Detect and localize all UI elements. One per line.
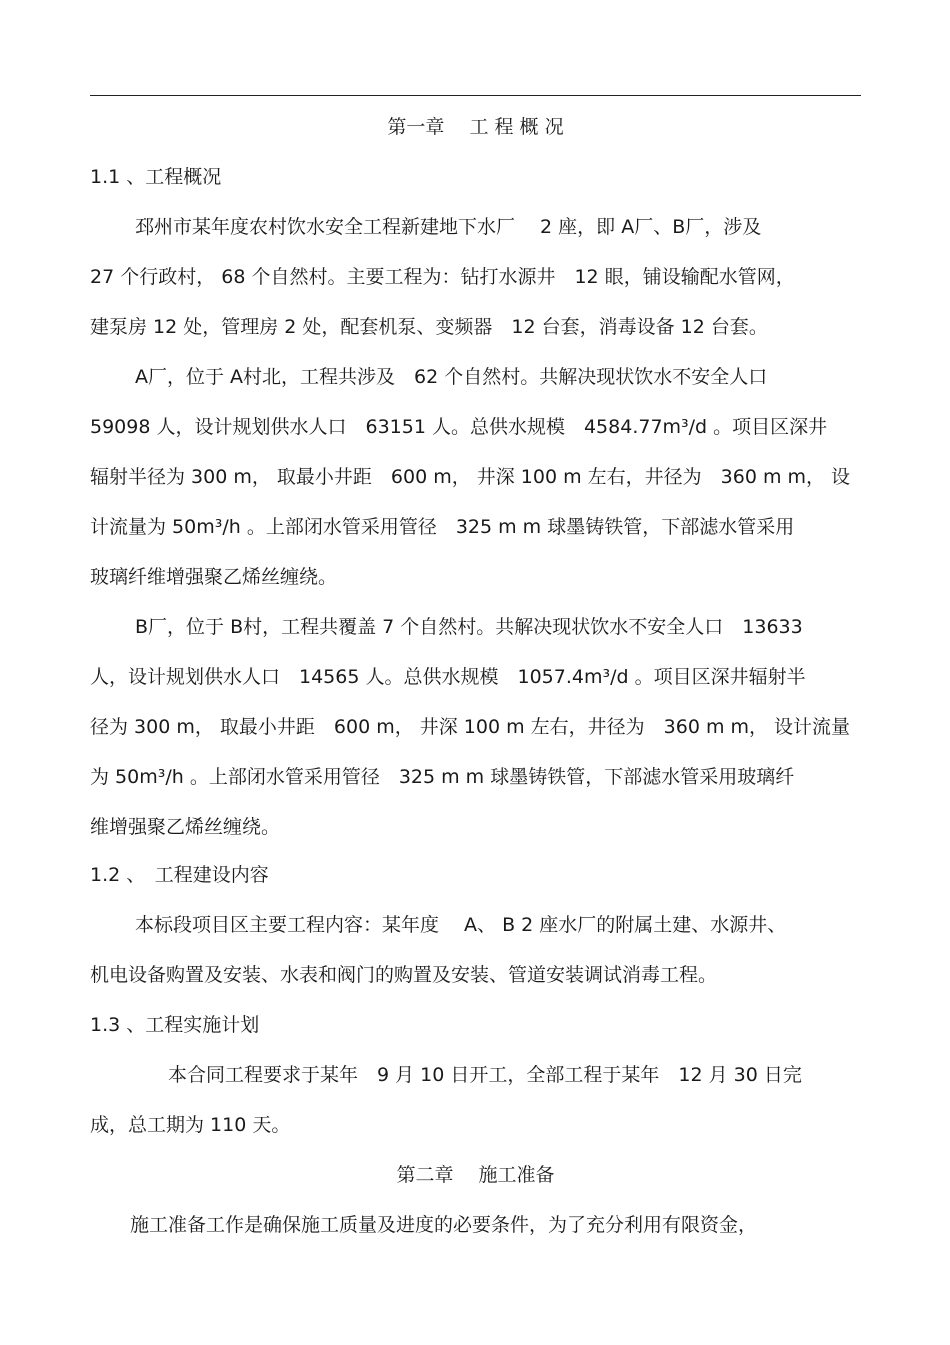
paragraph-line: B厂，位于 B村，工程共覆盖 7 个自然村。共解决现状饮水不安全人口 13633: [135, 616, 803, 638]
section-1-3-heading: 1.3 、工程实施计划: [90, 1014, 260, 1036]
paragraph-line: A厂，位于 A村北，工程共涉及 62 个自然村。共解决现状饮水不安全人口: [135, 366, 768, 388]
paragraph-line: 本标段项目区主要工程内容：某年度 A、 B 2 座水厂的附属土建、水源井、: [135, 914, 787, 936]
paragraph-line: 施工准备工作是确保施工质量及进度的必要条件，为了充分利用有限资金，: [130, 1214, 758, 1236]
chapter-1-title: 第一章 工 程 概 况: [387, 116, 564, 138]
paragraph-line: 玻璃纤维增强聚乙烯丝缠绕。: [90, 566, 338, 588]
paragraph-line: 辐射半径为 300 m， 取最小井距 600 m， 井深 100 m 左右，井径为 360 m m， 设: [90, 466, 851, 488]
paragraph-line: 27 个行政村， 68 个自然村。主要工程为：钻打水源井 12 眼，铺设输配水管网，: [90, 266, 795, 288]
paragraph-line: 建泵房 12 处，管理房 2 处，配套机泵、变频器 12 台套，消毒设备 12 台套。: [90, 316, 768, 338]
paragraph-line: 径为 300 m， 取最小井距 600 m， 井深 100 m 左右，井径为 360 m m， 设计流量: [90, 716, 851, 738]
paragraph-line: 邳州市某年度农村饮水安全工程新建地下水厂 2 座，即 A厂、B厂，涉及: [135, 216, 762, 238]
section-1-1-heading: 1.1 、工程概况: [90, 166, 222, 188]
paragraph-line: 计流量为 50m³/h 。上部闭水管采用管径 325 m m 球墨铸铁管，下部滤水管采用: [90, 516, 795, 538]
paragraph-line: 人，设计规划供水人口 14565 人。总供水规模 1057.4m³/d 。项目区深井辐射半: [90, 666, 806, 688]
chapter-2-title: 第二章 施工准备: [396, 1164, 555, 1186]
paragraph-line: 机电设备购置及安装、水表和阀门的购置及安装、管道安装调试消毒工程。: [90, 964, 718, 986]
section-1-2-heading: 1.2 、 工程建设内容: [90, 864, 269, 886]
paragraph-line: 59098 人，设计规划供水人口 63151 人。总供水规模 4584.77m³/d 。项目区深井: [90, 416, 828, 438]
header-rule: [90, 95, 861, 96]
paragraph-line: 为 50m³/h 。上部闭水管采用管径 325 m m 球墨铸铁管，下部滤水管采用玻璃纤: [90, 766, 795, 788]
paragraph-line: 维增强聚乙烯丝缠绕。: [90, 816, 281, 838]
paragraph-line: 成，总工期为 110 天。: [90, 1114, 291, 1136]
paragraph-line: 本合同工程要求于某年 9 月 10 日开工，全部工程于某年 12 月 30 日完: [168, 1064, 802, 1086]
